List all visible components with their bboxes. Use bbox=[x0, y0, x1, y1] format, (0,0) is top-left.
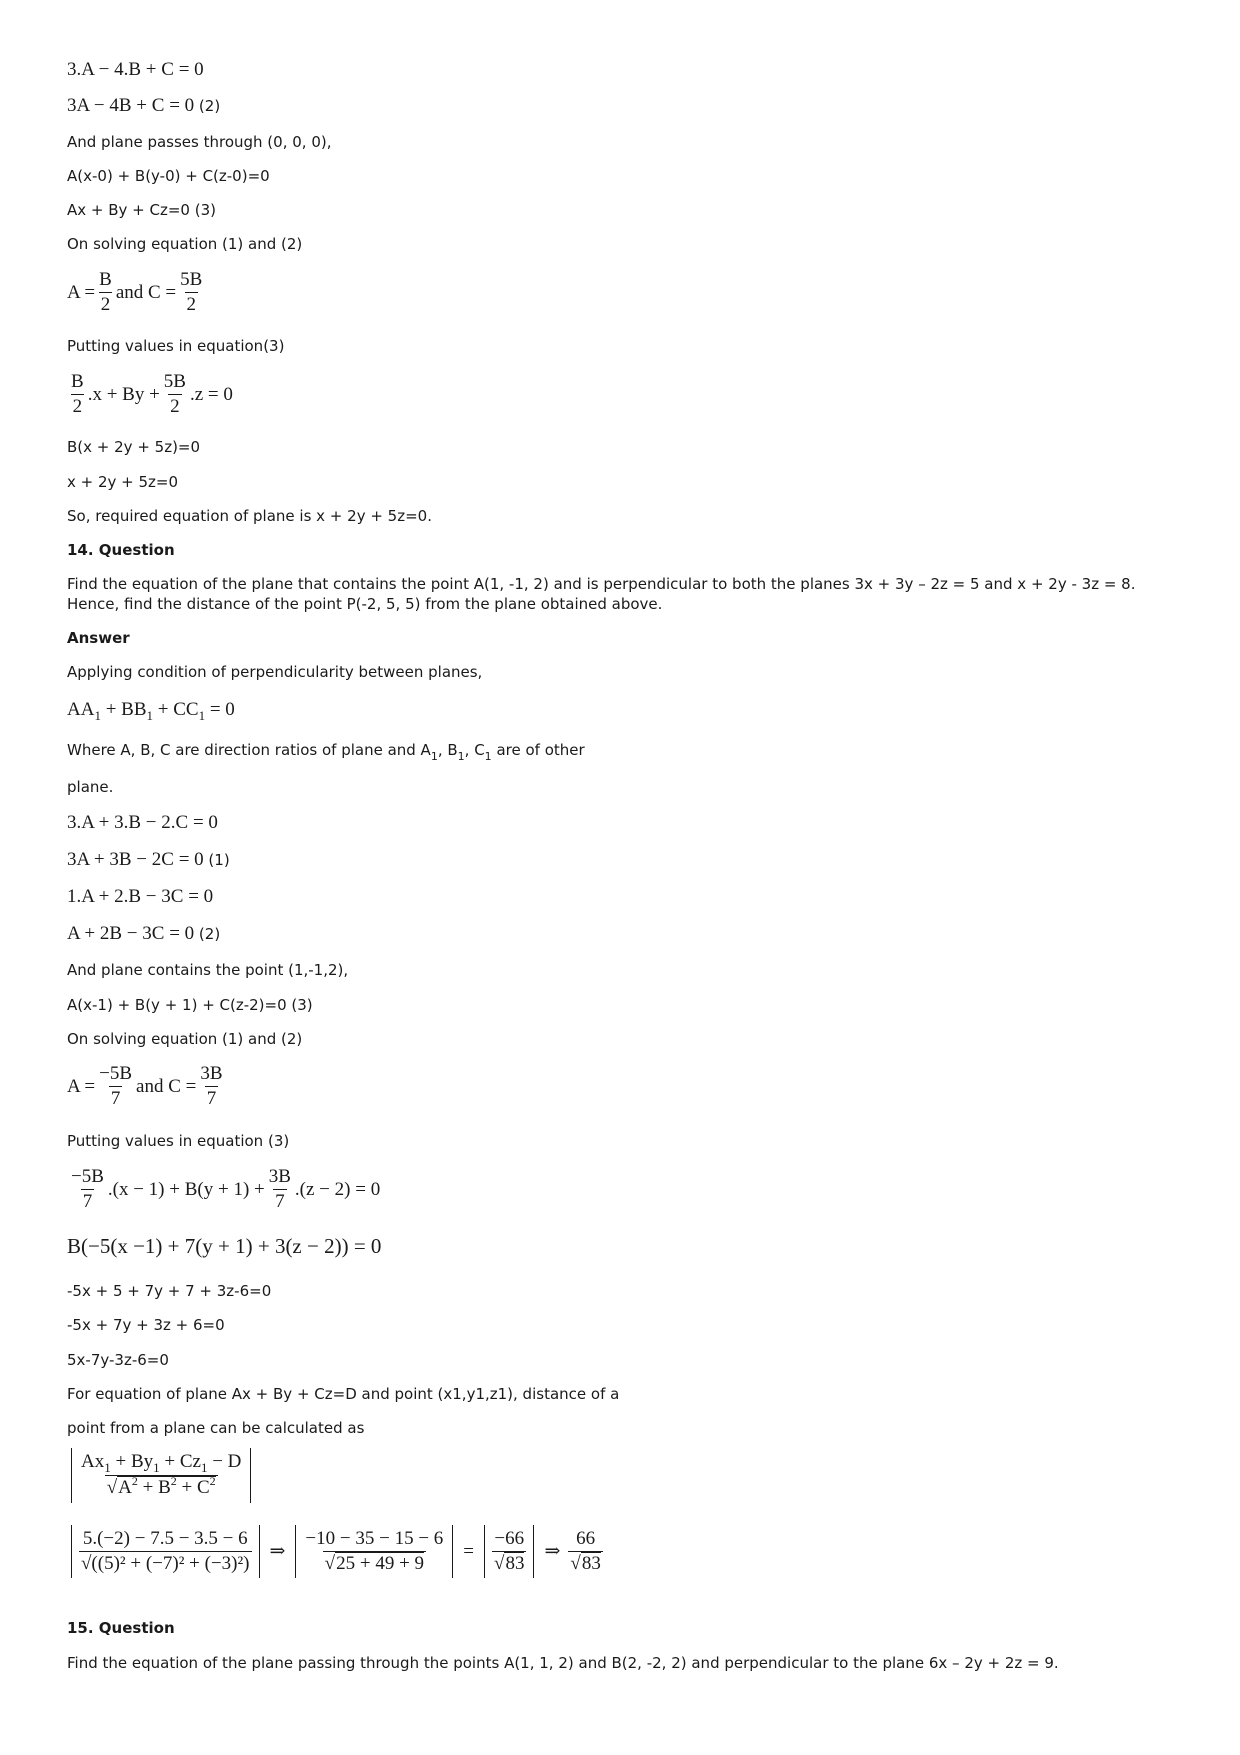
absolute-value bbox=[71, 1448, 251, 1503]
text-line: And plane passes through (0, 0, 0), bbox=[67, 133, 332, 151]
text-line: Applying condition of perpendicularity between planes, bbox=[67, 663, 483, 681]
text-line: For equation of plane Ax + By + Cz=D and point (x1,y1,z1), distance of a bbox=[67, 1385, 620, 1403]
equation-line: 3.A − 4.B + C = 0 bbox=[67, 59, 204, 80]
text-line: x + 2y + 5z=0 bbox=[67, 473, 179, 491]
fraction-equation: $\frac{B}{2}$ .x + By + $\frac{5B}{2}$ .z = 0 bbox=[71, 371, 233, 417]
fraction: $\frac{-10 - 35 - 15 - 6}{√25 + 49 + 9}$ bbox=[305, 1528, 444, 1574]
text-line: On solving equation (1) and (2) bbox=[67, 235, 303, 253]
fraction: $\frac{5B}{2}$ bbox=[180, 269, 203, 315]
question-heading: 15. Question bbox=[67, 1619, 175, 1637]
text-line: A(x-0) + B(y-0) + C(z-0)=0 bbox=[67, 167, 270, 185]
absolute-value bbox=[71, 1525, 260, 1578]
answer-heading: Answer bbox=[67, 629, 130, 647]
equation-line: 3A + 3B − 2C = 0 (1) bbox=[67, 849, 230, 870]
text-line: -5x + 5 + 7y + 7 + 3z-6=0 bbox=[67, 1282, 272, 1300]
equation-line: B(−5(x −1) + 7(y + 1) + 3(z − 2)) = 0 bbox=[67, 1234, 382, 1258]
equation-line: A + 2B − 3C = 0 (2) bbox=[67, 923, 221, 944]
absolute-value bbox=[295, 1525, 453, 1578]
question-text: Find the equation of the plane that contains the point A(1, -1, 2) and is perpendicular to both the planes 3x + 3y – 2z = 5 and x + 2y - 3z = 8. Hence, find the distance of the point P(-2, 5, 5) from the plane obtained above. bbox=[67, 575, 1136, 613]
fraction: $\frac{-5B}{7}$ bbox=[99, 1063, 133, 1109]
text-line: -5x + 7y + 3z + 6=0 bbox=[67, 1316, 225, 1334]
text-line: A(x-1) + B(y + 1) + C(z-2)=0 (3) bbox=[67, 996, 313, 1014]
text-line: B(x + 2y + 5z)=0 bbox=[67, 438, 201, 456]
text-line: Where A, B, C are direction ratios of plane and $A_1$, $B_1$, $C_1$ are of other bbox=[67, 741, 585, 763]
text-line: And plane contains the point (1,-1,2), bbox=[67, 961, 349, 979]
fraction: $\frac{3B}{7}$ bbox=[200, 1063, 223, 1109]
fraction: $\frac{5B}{2}$ bbox=[163, 371, 186, 417]
equation-line: 3A − 4B + C = 0 (2) bbox=[67, 95, 221, 116]
equation-line: 3.A + 3.B − 2.C = 0 bbox=[67, 812, 218, 833]
fraction: $\frac{3B}{7}$ bbox=[268, 1166, 291, 1212]
fraction-equation: A = $\frac{B}{2}$ and C = $\frac{5B}{2}$ bbox=[67, 269, 203, 315]
fraction: $\frac{Ax_1 + By_1 + Cz_1 - D}{√A^2 + B^2 + C^2}$ bbox=[79, 1450, 243, 1501]
fraction-equation: A = $\frac{-5B}{7}$ and C = $\frac{3B}{7}$ bbox=[67, 1063, 223, 1109]
text-line: Ax + By + Cz=0 (3) bbox=[67, 201, 216, 219]
distance-formula bbox=[67, 1448, 255, 1503]
text-line: Putting values in equation (3) bbox=[67, 1132, 290, 1150]
question-heading: 14. Question bbox=[67, 541, 175, 559]
fraction: $\frac{66}{√83}$ bbox=[570, 1528, 601, 1574]
fraction: $\frac{-5B}{7}$ bbox=[71, 1166, 104, 1212]
text-line: Putting values in equation(3) bbox=[67, 337, 285, 355]
text-line: point from a plane can be calculated as bbox=[67, 1419, 365, 1437]
fraction: $\frac{5.(-2) - 7.5 - 3.5 - 6}{\text{√((5)² + (−7)² + (−3)²)}}$ bbox=[81, 1528, 250, 1574]
text-line: 5x-7y-3z-6=0 bbox=[67, 1351, 169, 1369]
absolute-value bbox=[484, 1525, 534, 1578]
fraction-equation: $\frac{-5B}{7}$ .(x − 1) + B(y + 1) + $\frac{3B}{7}$ .(z − 2) = 0 bbox=[71, 1166, 381, 1212]
fraction: $\frac{-66}{√83}$ bbox=[494, 1528, 525, 1574]
text-line: plane. bbox=[67, 778, 114, 796]
equation-line: $AA_1 + BB_1 + CC_1 = 0$ bbox=[67, 699, 235, 723]
question-text: Find the equation of the plane passing through the points A(1, 1, 2) and B(2, -2, 2) and perpendicular to the plane 6x – 2y + 2z = 9. bbox=[67, 1654, 1059, 1672]
distance-calculation: $\frac{5.(-2) - 7.5 - 3.5 - 6}{\text{√((5)² + (−7)² + (−3)²)}}$ ⇒ $\frac{-10 - 35 - 15 - 6}{√25 + 49 + 9}$ = $\frac{-66}{√83}$ ⇒ $\frac{66}{√83}$ bbox=[67, 1525, 605, 1578]
equation-line: 1.A + 2.B − 3C = 0 bbox=[67, 886, 214, 907]
fraction: $\frac{B}{2}$ bbox=[99, 269, 112, 315]
fraction: $\frac{B}{2}$ bbox=[71, 371, 84, 417]
text-line: So, required equation of plane is x + 2y + 5z=0. bbox=[67, 507, 432, 525]
text-line: On solving equation (1) and (2) bbox=[67, 1030, 303, 1048]
